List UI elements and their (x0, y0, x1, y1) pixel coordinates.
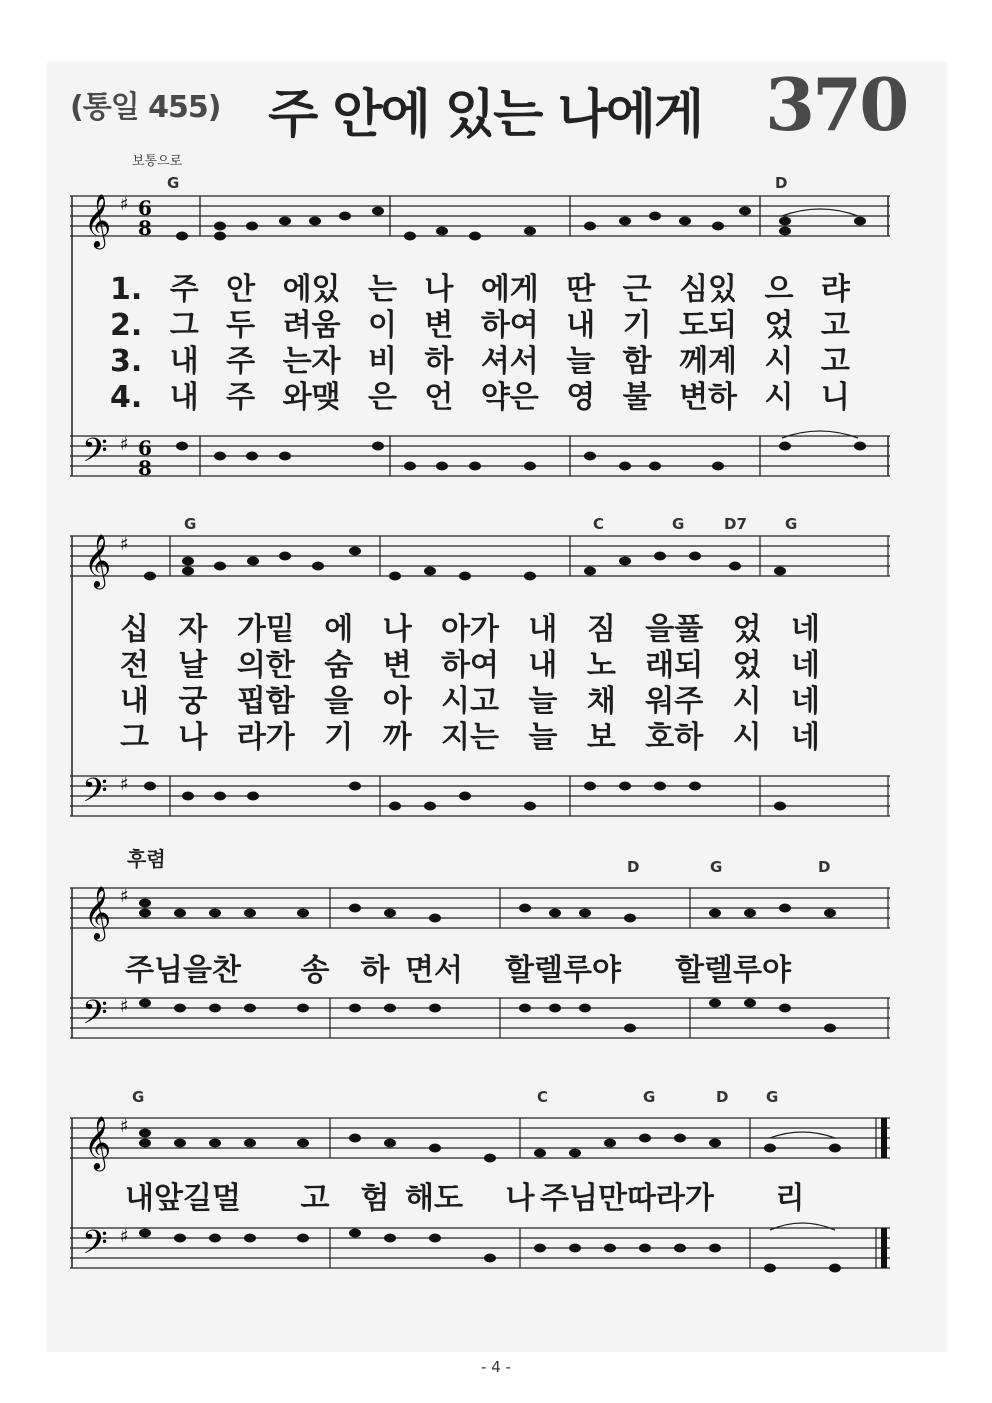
hymn-number: 370 (765, 62, 907, 147)
note-head (712, 222, 724, 231)
note-head (279, 452, 291, 461)
chord-symbol: G (643, 1088, 656, 1106)
lyric-syllable: 하 (424, 344, 454, 379)
lyric-syllable: 주님을찬 (125, 953, 241, 988)
lyric-syllable: 채 (586, 684, 616, 719)
lyric-syllable: 함 (622, 344, 652, 379)
lyric-syllable: 3. (110, 344, 143, 379)
note-head (524, 462, 536, 471)
note-head (349, 547, 361, 556)
note-head (436, 227, 448, 236)
chord-symbol: C (593, 515, 605, 533)
note-head (429, 914, 441, 923)
lyric-syllable: 늘 (528, 720, 558, 755)
lyric-syllable: 아 (382, 684, 412, 719)
lyric-syllable: 워주 (645, 684, 704, 719)
lyric-syllable: 시 (732, 684, 762, 719)
note-head (744, 999, 756, 1008)
lyric-syllable: 을 (324, 684, 354, 719)
lyric-syllable: 딴 (566, 272, 596, 307)
lyric-syllable: 주 (169, 272, 199, 307)
tempo-marking: 보통으로 (132, 154, 183, 169)
note-head (384, 1234, 396, 1243)
note-head (674, 1244, 686, 1253)
page-number: - 4 - (481, 1358, 511, 1376)
lyric-syllable: 기 (622, 308, 652, 343)
lyric-syllable: 내 (120, 684, 149, 719)
lyric-syllable: 고 (300, 1181, 330, 1216)
hymn-title: 주 안에 있는 나에게 (268, 85, 703, 145)
lyric-syllable: 주님만따라가 (540, 1181, 714, 1216)
note-head (774, 567, 786, 576)
note-head (639, 1134, 651, 1143)
chord-symbol: C (537, 1088, 549, 1106)
lyric-row (120, 612, 820, 648)
lyric-syllable: 궁 (178, 684, 208, 719)
note-head (214, 232, 226, 241)
note-head (176, 232, 188, 241)
note-head (779, 442, 791, 451)
note-head (679, 217, 691, 226)
note-head (579, 909, 591, 918)
note-head (209, 909, 221, 918)
note-head (297, 1139, 309, 1148)
note-head (674, 1134, 686, 1143)
lyric-syllable: 하 (360, 953, 390, 988)
lyric-syllable: 네 (791, 720, 820, 755)
note-head (854, 217, 866, 226)
chord-symbol: G (710, 858, 723, 876)
note-head (214, 222, 226, 231)
note-head (244, 1004, 256, 1013)
bass-staff (70, 436, 890, 476)
time-signature-bottom: 8 (138, 216, 152, 240)
note-head (619, 217, 631, 226)
note-head (519, 1004, 531, 1013)
lyric-syllable: 전 (120, 648, 149, 683)
lyric-syllable: 시 (764, 344, 794, 379)
lyric-syllable: 주 (226, 344, 256, 379)
note-head (279, 552, 291, 561)
lyric-syllable: 었 (732, 612, 762, 647)
treble-clef-icon: 𝄞 (84, 885, 112, 939)
lyric-syllable: 1. (110, 272, 143, 307)
bass-clef-icon: 𝄢 (82, 1224, 108, 1270)
lyric-syllable: 의한 (236, 648, 295, 683)
lyric-row-verse-4 (110, 380, 850, 416)
lyric-syllable: 시 (732, 720, 762, 755)
lyric-syllable: 두 (226, 308, 256, 343)
note-head (764, 1264, 776, 1273)
note-head (297, 909, 309, 918)
lyric-syllable: 으 (764, 272, 794, 307)
note-head (429, 1004, 441, 1013)
lyric-syllable: 2. (110, 308, 143, 343)
lyric-syllable: 호하 (645, 720, 704, 755)
note-head (459, 792, 471, 801)
lyric-row (120, 648, 820, 684)
note-head (174, 1234, 186, 1243)
lyric-syllable: 네 (791, 648, 820, 683)
note-head (424, 567, 436, 576)
lyric-row-verse-3 (110, 344, 850, 380)
note-head (619, 557, 631, 566)
note-head (779, 904, 791, 913)
note-head (247, 557, 259, 566)
chord-symbol: D (775, 174, 788, 192)
key-sharp-icon: ♯ (120, 774, 129, 795)
lyric-syllable: 기 (324, 720, 354, 755)
note-head (534, 1149, 546, 1158)
lyric-syllable: 라가 (236, 720, 295, 755)
note-head (854, 442, 866, 451)
note-head (469, 232, 481, 241)
note-head (349, 1229, 361, 1238)
note-head (824, 1024, 836, 1033)
note-head (349, 1004, 361, 1013)
lyric-syllable: 하여 (441, 648, 499, 683)
time-signature-bottom: 8 (138, 456, 152, 480)
lyric-syllable: 늘 (528, 684, 558, 719)
note-head (639, 1244, 651, 1253)
lyric-syllable: 네 (791, 612, 820, 647)
lyric-syllable: 가밑 (236, 612, 295, 647)
note-head (584, 782, 596, 791)
note-head (139, 1129, 151, 1138)
note-head (209, 1139, 221, 1148)
lyric-syllable: 주 (226, 380, 256, 415)
lyric-syllable: 고 (820, 344, 850, 379)
bass-clef-icon: 𝄢 (82, 432, 108, 478)
note-head (779, 227, 791, 236)
key-sharp-icon: ♯ (120, 996, 129, 1017)
lyric-syllable: 할렐루야 (675, 953, 791, 988)
note-head (349, 904, 361, 913)
lyric-row (120, 684, 820, 720)
note-head (312, 562, 324, 571)
chord-symbol: G (184, 515, 197, 533)
lyric-row (120, 720, 820, 756)
note-head (569, 1149, 581, 1158)
lyric-syllable: 께계 (679, 344, 738, 379)
lyric-syllable: 시 (764, 380, 794, 415)
note-head (829, 1264, 841, 1273)
note-head (384, 1139, 396, 1148)
note-head (176, 442, 188, 451)
note-head (139, 899, 151, 908)
lyric-syllable: 변 (424, 308, 454, 343)
lyric-syllable: 근 (622, 272, 652, 307)
lyric-syllable: 송 (300, 953, 330, 988)
refrain-lyrics-line-1 (125, 953, 845, 989)
lyric-syllable: 는자 (282, 344, 341, 379)
chord-symbol: D (627, 858, 640, 876)
note-head (279, 217, 291, 226)
note-head (349, 782, 361, 791)
note-head (182, 792, 194, 801)
note-head (214, 792, 226, 801)
note-head (524, 802, 536, 811)
lyric-syllable: 불 (622, 380, 652, 415)
lyric-syllable: 나 (424, 272, 454, 307)
note-head (139, 1139, 151, 1148)
time-signature-top: 6 (138, 196, 152, 220)
lyric-syllable: 니 (820, 380, 850, 415)
note-head (709, 999, 721, 1008)
lyric-row (125, 1181, 845, 1217)
note-head (739, 207, 751, 216)
note-head (174, 1139, 186, 1148)
lyric-syllable: 면서 (405, 953, 463, 988)
lyric-syllable: 핍함 (236, 684, 295, 719)
lyric-syllable: 변하 (679, 380, 738, 415)
lyric-syllable: 셔서 (480, 344, 539, 379)
note-head (139, 909, 151, 918)
treble-clef-icon: 𝄞 (84, 533, 112, 587)
note-head (569, 1244, 581, 1253)
lyric-syllable: 숨 (324, 648, 354, 683)
lyric-syllable: 려움 (282, 308, 341, 343)
lyric-syllable: 네 (791, 684, 820, 719)
key-sharp-icon: ♯ (120, 1116, 129, 1137)
note-head (139, 999, 151, 1008)
chord-symbol: G (132, 1088, 145, 1106)
lyric-syllable: 을풀 (645, 612, 704, 647)
lyric-syllable: 랴 (820, 272, 850, 307)
note-head (182, 557, 194, 566)
bass-clef-icon: 𝄢 (82, 994, 108, 1040)
lyric-syllable: 나 (178, 720, 208, 755)
bass-clef-icon: 𝄢 (82, 772, 108, 818)
note-head (297, 1004, 309, 1013)
treble-clef-icon: 𝄞 (84, 193, 112, 247)
lyric-syllable: 이 (367, 308, 397, 343)
note-head (144, 782, 156, 791)
note-head (174, 1004, 186, 1013)
lyric-syllable: 날 (178, 648, 208, 683)
note-head (619, 782, 631, 791)
note-head (584, 452, 596, 461)
note-head (429, 1144, 441, 1153)
note-head (244, 909, 256, 918)
lyric-syllable: 안 (226, 272, 256, 307)
note-head (246, 452, 258, 461)
lyric-syllable: 와맺 (282, 380, 341, 415)
lyric-syllable: 그 (120, 720, 149, 755)
note-head (339, 212, 351, 221)
note-head (624, 914, 636, 923)
note-head (309, 217, 321, 226)
chord-symbol: G (167, 174, 180, 192)
note-head (584, 222, 596, 231)
treble-staff (70, 196, 890, 236)
note-head (649, 462, 661, 471)
note-head (534, 1244, 546, 1253)
lyric-row (125, 953, 845, 989)
note-head (519, 904, 531, 913)
lyric-row-verse-2 (110, 308, 850, 344)
note-head (689, 782, 701, 791)
lyric-syllable: 변 (382, 648, 412, 683)
lyric-syllable: 늘 (566, 344, 596, 379)
lyric-syllable: 에있 (282, 272, 341, 307)
note-head (247, 792, 259, 801)
note-head (174, 909, 186, 918)
lyric-syllable: 고 (820, 308, 850, 343)
lyric-syllable: 아가 (441, 612, 499, 647)
note-head (654, 782, 666, 791)
key-sharp-icon: ♯ (120, 434, 129, 455)
chord-symbol: G (672, 515, 685, 533)
lyric-syllable: 에 (324, 612, 354, 647)
note-head (524, 227, 536, 236)
chord-symbol: D7 (724, 515, 747, 533)
lyric-syllable: 시고 (441, 684, 499, 719)
note-head (469, 462, 481, 471)
lyric-row-verse-1 (110, 272, 850, 308)
lyric-syllable: 도되 (679, 308, 738, 343)
note-head (689, 552, 701, 561)
lyric-syllable: 리 (775, 1181, 805, 1216)
note-head (484, 1154, 496, 1163)
note-head (779, 1004, 791, 1013)
lyric-syllable: 지는 (441, 720, 499, 755)
lyric-syllable: 내 (528, 648, 558, 683)
note-head (424, 802, 436, 811)
lyric-syllable: 에게 (480, 272, 539, 307)
note-head (384, 909, 396, 918)
refrain-lyrics-line-2 (125, 1181, 845, 1217)
note-head (244, 1139, 256, 1148)
key-sharp-icon: ♯ (120, 886, 129, 907)
lyric-syllable: 짐 (586, 612, 616, 647)
lyric-syllable: 내 (169, 344, 199, 379)
note-head (712, 462, 724, 471)
note-head (214, 452, 226, 461)
lyric-syllable: 래되 (645, 648, 704, 683)
chord-symbol: D (716, 1088, 729, 1106)
unified-hymnal-number: (통일 455) (70, 90, 221, 125)
note-head (604, 1244, 616, 1253)
lyric-syllable: 약은 (480, 380, 539, 415)
note-head (214, 562, 226, 571)
note-head (549, 1004, 561, 1013)
note-head (709, 1139, 721, 1148)
lyric-syllable: 내 (169, 380, 199, 415)
note-head (372, 442, 384, 451)
note-head (654, 552, 666, 561)
note-head (779, 217, 791, 226)
note-head (404, 232, 416, 241)
note-head (429, 1234, 441, 1243)
refrain-label: 후렴 (127, 847, 166, 871)
note-head (209, 1234, 221, 1243)
note-head (709, 909, 721, 918)
lyric-syllable: 는 (367, 272, 397, 307)
time-signature-top: 6 (138, 436, 152, 460)
note-head (774, 802, 786, 811)
lyric-syllable: 내 (528, 612, 558, 647)
lyric-syllable: 비 (367, 344, 397, 379)
key-sharp-icon: ♯ (120, 534, 129, 555)
note-head (459, 572, 471, 581)
key-sharp-icon: ♯ (120, 194, 129, 215)
note-head (619, 462, 631, 471)
note-head (649, 212, 661, 221)
note-head (484, 1254, 496, 1263)
note-head (389, 572, 401, 581)
lyric-syllable: 해도 (405, 1181, 463, 1216)
lyric-syllable: 하여 (480, 308, 539, 343)
note-head (604, 1139, 616, 1148)
lyric-syllable: 자 (178, 612, 208, 647)
note-head (729, 562, 741, 571)
lyric-syllable: 내 (566, 308, 596, 343)
note-head (349, 1134, 361, 1143)
note-head (372, 207, 384, 216)
key-sharp-icon: ♯ (120, 1226, 129, 1247)
lyric-syllable: 었 (732, 648, 762, 683)
note-head (144, 572, 156, 581)
note-head (709, 1244, 721, 1253)
lyric-syllable: 십 (120, 612, 149, 647)
note-head (404, 462, 416, 471)
note-head (579, 1004, 591, 1013)
note-head (549, 909, 561, 918)
note-head (436, 462, 448, 471)
note-head (389, 802, 401, 811)
lyric-syllable: 보 (586, 720, 616, 755)
note-head (209, 1004, 221, 1013)
lyric-syllable: 내앞길멀 (125, 1181, 241, 1216)
note-head (624, 1024, 636, 1033)
lyric-syllable: 었 (764, 308, 794, 343)
chord-symbol: G (785, 515, 798, 533)
note-head (244, 1234, 256, 1243)
note-head (182, 567, 194, 576)
lyric-syllable: 은 (367, 380, 397, 415)
verse-lyrics-line-2 (120, 612, 820, 756)
note-head (297, 1234, 309, 1243)
lyric-syllable: 4. (110, 380, 143, 415)
lyric-syllable: 험 (360, 1181, 390, 1216)
note-head (584, 567, 596, 576)
note-head (384, 1004, 396, 1013)
chord-symbol: D (818, 858, 831, 876)
note-head (829, 1144, 841, 1153)
lyric-syllable: 그 (169, 308, 199, 343)
lyric-syllable: 노 (586, 648, 616, 683)
note-head (246, 222, 258, 231)
lyric-syllable: 나 (505, 1181, 535, 1216)
lyric-syllable: 심있 (679, 272, 738, 307)
note-head (824, 909, 836, 918)
lyric-syllable: 언 (424, 380, 454, 415)
note-head (764, 1144, 776, 1153)
lyric-syllable: 할렐루야 (505, 953, 621, 988)
verse-lyrics-line-1 (110, 272, 850, 416)
lyric-syllable: 까 (382, 720, 412, 755)
lyric-syllable: 영 (566, 380, 596, 415)
note-head (524, 572, 536, 581)
note-head (744, 909, 756, 918)
chord-symbol: G (766, 1088, 779, 1106)
lyric-syllable: 나 (382, 612, 412, 647)
treble-clef-icon: 𝄞 (84, 1115, 112, 1169)
note-head (139, 1229, 151, 1238)
